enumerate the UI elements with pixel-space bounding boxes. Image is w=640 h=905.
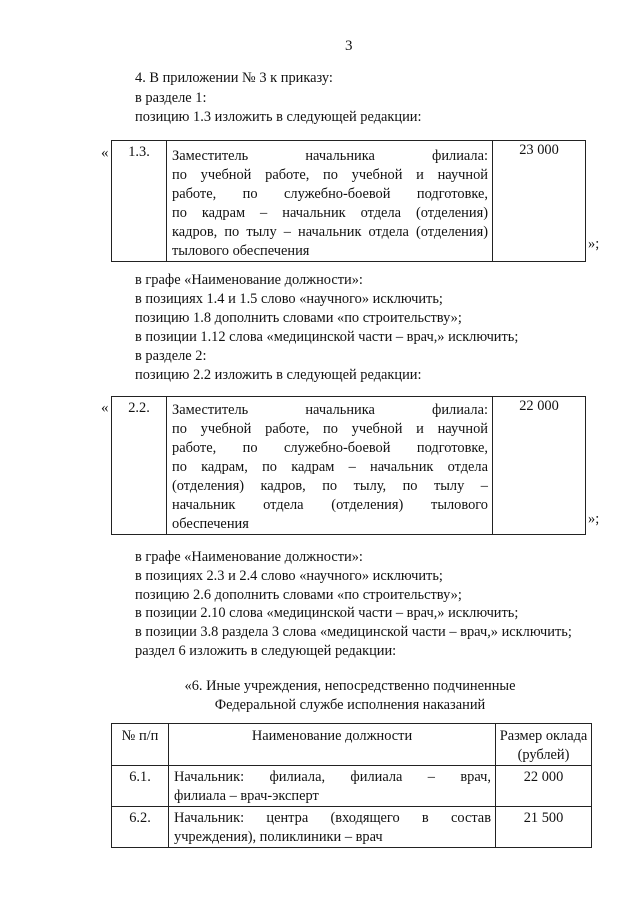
block1-open-quote: « [101,145,109,161]
position-name-line: кадров, по тылу – начальник отдела (отделения) [172,224,488,240]
amendment-line: в позициях 1.4 и 1.5 слово «научного» исключить; [135,291,443,307]
block2-close-quote: »; [588,511,600,527]
row-name-line: филиала – врач-эксперт [174,788,319,804]
header-salary [496,724,592,766]
row-number: 6.1. [112,766,169,807]
amendment-item-4: 4. В приложении № 3 к приказу: [135,70,333,86]
table-header-row [112,724,592,766]
position-2-2-table [111,396,586,535]
amendment-line: позицию 1.8 дополнить словами «по строительству»; [135,310,462,326]
amendment-line: в позиции 1.12 слова «медицинской части – врач,» исключить; [135,329,519,345]
row-name-line: Начальник: филиала, филиала – врач, [174,769,491,785]
position-2-2-instruction: позицию 2.2 изложить в следующей редакции: [135,367,422,383]
position-name [167,141,493,262]
position-number: 1.3. [112,141,167,262]
position-name [167,397,493,535]
position-number: 2.2. [112,397,167,535]
section-6-title: Федеральной службе исполнения наказаний [214,697,486,713]
row-position-name [169,807,496,848]
table-row [112,766,592,807]
amendment-line: в позиции 3.8 раздела 3 слова «медицинской части – врач,» исключить; [135,624,572,640]
table-row [112,397,586,535]
position-name-line: по учебной работе, по учебной и научной [172,167,488,183]
header-salary-line: Размер оклада [499,728,588,744]
row-name-line: учреждения), поликлиники – врач [174,829,383,845]
position-name-line: по учебной работе, по учебной и научной [172,421,488,437]
header-number: № п/п [112,724,169,766]
section-6-title: «6. Иные учреждения, непосредственно подчиненные [184,678,516,694]
position-name-line: работе, по служебно-боевой подготовке, [172,440,488,456]
section-1-heading: в разделе 1: [135,90,207,106]
position-1-3-table [111,140,586,262]
header-salary-line: (рублей) [517,747,570,763]
section-2-heading: в разделе 2: [135,348,207,364]
position-salary: 23 000 [493,141,586,262]
row-salary: 22 000 [496,766,592,807]
header-position-name: Наименование должности [169,724,496,766]
amendment-line: в позициях 2.3 и 2.4 слово «научного» исключить; [135,568,443,584]
page-number: 3 [345,38,353,54]
section-6-instruction: раздел 6 изложить в следующей редакции: [135,643,397,659]
position-name-line: тылового обеспечения [172,243,310,259]
position-name-line: по кадрам – начальник отдела (отделения) [172,205,488,221]
block2-open-quote: « [101,400,109,416]
position-1-3-instruction: позицию 1.3 изложить в следующей редакции: [135,109,422,125]
row-position-name [169,766,496,807]
position-name-line: начальник отдела (отделения) тылового [172,497,488,513]
position-salary: 22 000 [493,397,586,535]
section-6-table [111,723,592,848]
amendment-line: позицию 2.6 дополнить словами «по строительству»; [135,587,462,603]
row-salary: 21 500 [496,807,592,848]
row-number: 6.2. [112,807,169,848]
position-name-line: обеспечения [172,516,249,532]
row-name-line: Начальник: центра (входящего в состав [174,810,491,826]
position-name-line: (отделения) кадров, по тылу, по тылу – [172,478,488,494]
block1-close-quote: »; [588,236,600,252]
table-row [112,807,592,848]
position-name-line: работе, по служебно-боевой подготовке, [172,186,488,202]
table-row [112,141,586,262]
column-name-note: в графе «Наименование должности»: [135,549,363,565]
position-name-line: Заместитель начальника филиала: [172,148,488,164]
position-name-line: Заместитель начальника филиала: [172,402,488,418]
column-name-note: в графе «Наименование должности»: [135,272,363,288]
amendment-line: в позиции 2.10 слова «медицинской части – врач,» исключить; [135,605,519,621]
position-name-line: по кадрам, по кадрам – начальник отдела [172,459,488,475]
